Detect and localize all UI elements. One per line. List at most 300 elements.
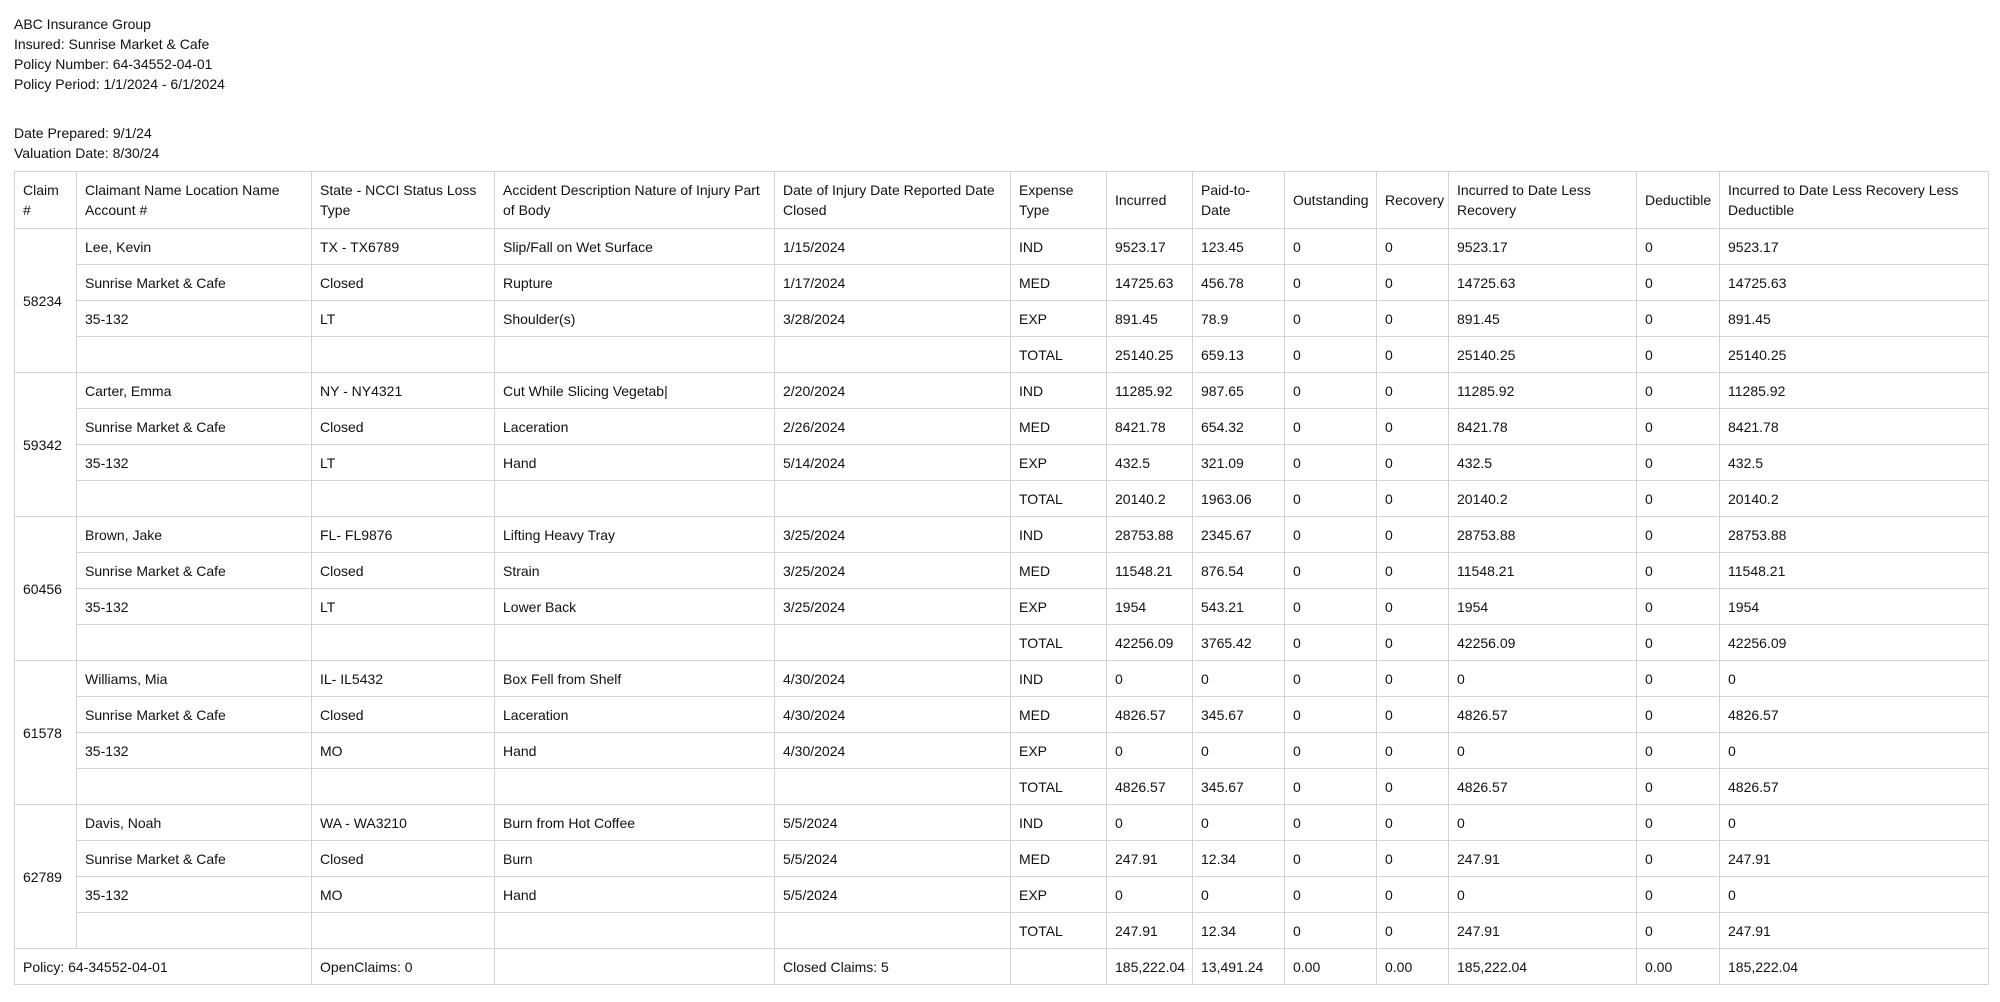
paid-to-date-cell: 12.34 — [1193, 841, 1285, 877]
report-header — [14, 14, 225, 163]
incurred-cell: 14725.63 — [1107, 265, 1193, 301]
date-cell: 3/25/2024 — [775, 589, 1011, 625]
accident-description-cell — [495, 481, 775, 517]
claimant-cell — [77, 337, 312, 373]
table-row — [15, 769, 1989, 805]
date-cell — [775, 769, 1011, 805]
column-header: Claim # — [15, 172, 77, 229]
table-row — [15, 697, 1989, 733]
incurred-less-recovery-less-deductible-cell: 891.45 — [1720, 301, 1989, 337]
company-name: ABC Insurance Group — [14, 16, 151, 32]
accident-description-cell — [495, 769, 775, 805]
state-status-cell: MO — [312, 877, 495, 913]
state-status-cell — [312, 337, 495, 373]
expense-type-cell: MED — [1011, 697, 1107, 733]
incurred-cell: 247.91 — [1107, 841, 1193, 877]
summary-blank — [1011, 949, 1107, 985]
summary-incurred-less-recovery-less-deductible: 185,222.04 — [1720, 949, 1989, 985]
date-cell — [775, 625, 1011, 661]
paid-to-date-cell: 3765.42 — [1193, 625, 1285, 661]
expense-type-cell: MED — [1011, 265, 1107, 301]
accident-description-cell: Strain — [495, 553, 775, 589]
outstanding-cell: 0 — [1285, 661, 1377, 697]
incurred-less-recovery-less-deductible-cell: 4826.57 — [1720, 769, 1989, 805]
table-row — [15, 805, 1989, 841]
date-cell: 1/17/2024 — [775, 265, 1011, 301]
claimant-cell — [77, 625, 312, 661]
recovery-cell: 0 — [1377, 805, 1449, 841]
recovery-cell: 0 — [1377, 841, 1449, 877]
paid-to-date-cell: 345.67 — [1193, 769, 1285, 805]
incurred-less-recovery-less-deductible-cell: 25140.25 — [1720, 337, 1989, 373]
state-status-cell: Closed — [312, 841, 495, 877]
date-cell: 3/25/2024 — [775, 517, 1011, 553]
deductible-cell: 0 — [1637, 409, 1720, 445]
claim-number-cell: 62789 — [15, 805, 77, 949]
state-status-cell: Closed — [312, 265, 495, 301]
outstanding-cell: 0 — [1285, 265, 1377, 301]
expense-type-cell: IND — [1011, 373, 1107, 409]
state-status-cell: Closed — [312, 553, 495, 589]
deductible-cell: 0 — [1637, 445, 1720, 481]
deductible-cell: 0 — [1637, 769, 1720, 805]
expense-type-cell: EXP — [1011, 877, 1107, 913]
deductible-cell: 0 — [1637, 877, 1720, 913]
column-header: Accident Description Nature of Injury Part of Body — [495, 172, 775, 229]
claimant-cell: Sunrise Market & Cafe — [77, 697, 312, 733]
state-status-cell — [312, 481, 495, 517]
valuation-date-line: Valuation Date: 8/30/24 — [14, 145, 160, 161]
accident-description-cell: Cut While Slicing Vegetab| — [495, 373, 775, 409]
accident-description-cell — [495, 913, 775, 949]
paid-to-date-cell: 0 — [1193, 661, 1285, 697]
incurred-less-recovery-less-deductible-cell: 432.5 — [1720, 445, 1989, 481]
claims-body — [15, 229, 1989, 949]
incurred-less-recovery-less-deductible-cell: 42256.09 — [1720, 625, 1989, 661]
state-status-cell: Closed — [312, 409, 495, 445]
recovery-cell: 0 — [1377, 481, 1449, 517]
claimant-cell: 35-132 — [77, 877, 312, 913]
accident-description-cell — [495, 337, 775, 373]
accident-description-cell: Hand — [495, 877, 775, 913]
claimant-cell: Carter, Emma — [77, 373, 312, 409]
incurred-less-recovery-less-deductible-cell: 0 — [1720, 805, 1989, 841]
date-cell: 4/30/2024 — [775, 733, 1011, 769]
paid-to-date-cell: 543.21 — [1193, 589, 1285, 625]
paid-to-date-cell: 78.9 — [1193, 301, 1285, 337]
incurred-less-recovery-less-deductible-cell: 247.91 — [1720, 913, 1989, 949]
state-status-cell: WA - WA3210 — [312, 805, 495, 841]
date-cell: 2/20/2024 — [775, 373, 1011, 409]
outstanding-cell: 0 — [1285, 589, 1377, 625]
table-row — [15, 877, 1989, 913]
incurred-cell: 0 — [1107, 877, 1193, 913]
recovery-cell: 0 — [1377, 553, 1449, 589]
paid-to-date-cell: 876.54 — [1193, 553, 1285, 589]
expense-type-cell: EXP — [1011, 445, 1107, 481]
claimant-cell — [77, 481, 312, 517]
summary-incurred-less-recovery: 185,222.04 — [1449, 949, 1637, 985]
outstanding-cell: 0 — [1285, 517, 1377, 553]
loss-run-table — [14, 171, 1989, 985]
state-status-cell: IL- IL5432 — [312, 661, 495, 697]
state-status-cell: NY - NY4321 — [312, 373, 495, 409]
expense-type-cell: MED — [1011, 409, 1107, 445]
date-cell: 5/5/2024 — [775, 841, 1011, 877]
claim-number-cell: 58234 — [15, 229, 77, 373]
incurred-less-recovery-less-deductible-cell: 4826.57 — [1720, 697, 1989, 733]
date-cell: 3/28/2024 — [775, 301, 1011, 337]
deductible-cell: 0 — [1637, 625, 1720, 661]
paid-to-date-cell: 0 — [1193, 877, 1285, 913]
expense-type-cell: IND — [1011, 661, 1107, 697]
summary-policy: Policy: 64-34552-04-01 — [15, 949, 312, 985]
accident-description-cell: Slip/Fall on Wet Surface — [495, 229, 775, 265]
paid-to-date-cell: 0 — [1193, 733, 1285, 769]
expense-type-cell: EXP — [1011, 589, 1107, 625]
claim-number-cell: 59342 — [15, 373, 77, 517]
incurred-less-recovery-cell: 0 — [1449, 661, 1637, 697]
summary-open-claims: OpenClaims: 0 — [312, 949, 495, 985]
deductible-cell: 0 — [1637, 589, 1720, 625]
claimant-cell: Lee, Kevin — [77, 229, 312, 265]
incurred-cell: 28753.88 — [1107, 517, 1193, 553]
date-cell: 5/5/2024 — [775, 877, 1011, 913]
claim-number-cell: 61578 — [15, 661, 77, 805]
state-status-cell: Closed — [312, 697, 495, 733]
state-status-cell: LT — [312, 589, 495, 625]
outstanding-cell: 0 — [1285, 733, 1377, 769]
accident-description-cell: Rupture — [495, 265, 775, 301]
deductible-cell: 0 — [1637, 697, 1720, 733]
incurred-less-recovery-cell: 891.45 — [1449, 301, 1637, 337]
deductible-cell: 0 — [1637, 481, 1720, 517]
incurred-less-recovery-cell: 0 — [1449, 805, 1637, 841]
date-cell: 5/14/2024 — [775, 445, 1011, 481]
incurred-cell: 20140.2 — [1107, 481, 1193, 517]
incurred-cell: 4826.57 — [1107, 769, 1193, 805]
incurred-less-recovery-less-deductible-cell: 8421.78 — [1720, 409, 1989, 445]
recovery-cell: 0 — [1377, 445, 1449, 481]
column-header: Expense Type — [1011, 172, 1107, 229]
state-status-cell: LT — [312, 301, 495, 337]
expense-type-cell: MED — [1011, 841, 1107, 877]
claimant-cell: Sunrise Market & Cafe — [77, 553, 312, 589]
recovery-cell: 0 — [1377, 409, 1449, 445]
recovery-cell: 0 — [1377, 661, 1449, 697]
table-row — [15, 481, 1989, 517]
incurred-cell: 11548.21 — [1107, 553, 1193, 589]
incurred-less-recovery-less-deductible-cell: 9523.17 — [1720, 229, 1989, 265]
header-row — [15, 172, 1989, 229]
deductible-cell: 0 — [1637, 661, 1720, 697]
date-cell: 4/30/2024 — [775, 661, 1011, 697]
outstanding-cell: 0 — [1285, 337, 1377, 373]
outstanding-cell: 0 — [1285, 913, 1377, 949]
accident-description-cell: Box Fell from Shelf — [495, 661, 775, 697]
incurred-less-recovery-less-deductible-cell: 1954 — [1720, 589, 1989, 625]
incurred-less-recovery-less-deductible-cell: 0 — [1720, 661, 1989, 697]
accident-description-cell: Hand — [495, 733, 775, 769]
accident-description-cell: Hand — [495, 445, 775, 481]
deductible-cell: 0 — [1637, 265, 1720, 301]
expense-type-cell: TOTAL — [1011, 913, 1107, 949]
claimant-cell: Williams, Mia — [77, 661, 312, 697]
table-row — [15, 409, 1989, 445]
outstanding-cell: 0 — [1285, 409, 1377, 445]
column-header: Incurred to Date Less Recovery Less Deductible — [1720, 172, 1989, 229]
outstanding-cell: 0 — [1285, 445, 1377, 481]
paid-to-date-cell: 456.78 — [1193, 265, 1285, 301]
outstanding-cell: 0 — [1285, 769, 1377, 805]
state-status-cell — [312, 769, 495, 805]
table-row — [15, 517, 1989, 553]
table-row — [15, 445, 1989, 481]
incurred-less-recovery-less-deductible-cell: 247.91 — [1720, 841, 1989, 877]
incurred-less-recovery-cell: 28753.88 — [1449, 517, 1637, 553]
recovery-cell: 0 — [1377, 733, 1449, 769]
incurred-less-recovery-cell: 4826.57 — [1449, 769, 1637, 805]
date-prepared-line: Date Prepared: 9/1/24 — [14, 125, 152, 141]
column-header: Incurred to Date Less Recovery — [1449, 172, 1637, 229]
deductible-cell: 0 — [1637, 373, 1720, 409]
state-status-cell: TX - TX6789 — [312, 229, 495, 265]
deductible-cell: 0 — [1637, 841, 1720, 877]
incurred-cell: 42256.09 — [1107, 625, 1193, 661]
summary-row — [15, 949, 1989, 985]
expense-type-cell: MED — [1011, 553, 1107, 589]
summary-recovery: 0.00 — [1377, 949, 1449, 985]
table-row — [15, 913, 1989, 949]
claimant-cell: 35-132 — [77, 589, 312, 625]
accident-description-cell: Lower Back — [495, 589, 775, 625]
column-header: Paid-to-Date — [1193, 172, 1285, 229]
outstanding-cell: 0 — [1285, 553, 1377, 589]
claimant-cell — [77, 913, 312, 949]
paid-to-date-cell: 2345.67 — [1193, 517, 1285, 553]
recovery-cell: 0 — [1377, 229, 1449, 265]
paid-to-date-cell: 345.67 — [1193, 697, 1285, 733]
claimant-cell — [77, 769, 312, 805]
paid-to-date-cell: 987.65 — [1193, 373, 1285, 409]
deductible-cell: 0 — [1637, 517, 1720, 553]
date-cell — [775, 337, 1011, 373]
deductible-cell: 0 — [1637, 913, 1720, 949]
table-row — [15, 589, 1989, 625]
expense-type-cell: TOTAL — [1011, 769, 1107, 805]
summary-outstanding: 0.00 — [1285, 949, 1377, 985]
incurred-cell: 4826.57 — [1107, 697, 1193, 733]
recovery-cell: 0 — [1377, 589, 1449, 625]
expense-type-cell: EXP — [1011, 733, 1107, 769]
header-spacer — [14, 94, 225, 123]
accident-description-cell — [495, 625, 775, 661]
summary-deductible: 0.00 — [1637, 949, 1720, 985]
incurred-less-recovery-cell: 0 — [1449, 733, 1637, 769]
outstanding-cell: 0 — [1285, 625, 1377, 661]
table-row — [15, 337, 1989, 373]
incurred-less-recovery-less-deductible-cell: 11285.92 — [1720, 373, 1989, 409]
paid-to-date-cell: 321.09 — [1193, 445, 1285, 481]
summary-incurred: 185,222.04 — [1107, 949, 1193, 985]
incurred-cell: 0 — [1107, 805, 1193, 841]
column-header: Date of Injury Date Reported Date Closed — [775, 172, 1011, 229]
table-row — [15, 733, 1989, 769]
incurred-less-recovery-cell: 42256.09 — [1449, 625, 1637, 661]
summary-closed-claims: Closed Claims: 5 — [775, 949, 1011, 985]
recovery-cell: 0 — [1377, 265, 1449, 301]
incurred-less-recovery-cell: 0 — [1449, 877, 1637, 913]
date-cell: 3/25/2024 — [775, 553, 1011, 589]
expense-type-cell: TOTAL — [1011, 625, 1107, 661]
column-header: Recovery — [1377, 172, 1449, 229]
date-cell — [775, 481, 1011, 517]
column-header: Outstanding — [1285, 172, 1377, 229]
incurred-less-recovery-cell: 11285.92 — [1449, 373, 1637, 409]
incurred-cell: 0 — [1107, 733, 1193, 769]
outstanding-cell: 0 — [1285, 805, 1377, 841]
deductible-cell: 0 — [1637, 301, 1720, 337]
date-cell: 4/30/2024 — [775, 697, 1011, 733]
deductible-cell: 0 — [1637, 337, 1720, 373]
insured-line: Insured: Sunrise Market & Cafe — [14, 36, 210, 52]
date-cell: 2/26/2024 — [775, 409, 1011, 445]
recovery-cell: 0 — [1377, 301, 1449, 337]
deductible-cell: 0 — [1637, 229, 1720, 265]
accident-description-cell: Lifting Heavy Tray — [495, 517, 775, 553]
incurred-cell: 8421.78 — [1107, 409, 1193, 445]
outstanding-cell: 0 — [1285, 841, 1377, 877]
date-cell: 1/15/2024 — [775, 229, 1011, 265]
incurred-less-recovery-less-deductible-cell: 14725.63 — [1720, 265, 1989, 301]
incurred-cell: 25140.25 — [1107, 337, 1193, 373]
claimant-cell: Sunrise Market & Cafe — [77, 841, 312, 877]
recovery-cell: 0 — [1377, 625, 1449, 661]
paid-to-date-cell: 659.13 — [1193, 337, 1285, 373]
paid-to-date-cell: 123.45 — [1193, 229, 1285, 265]
summary-blank — [495, 949, 775, 985]
incurred-less-recovery-cell: 25140.25 — [1449, 337, 1637, 373]
outstanding-cell: 0 — [1285, 301, 1377, 337]
accident-description-cell: Burn — [495, 841, 775, 877]
incurred-cell: 9523.17 — [1107, 229, 1193, 265]
paid-to-date-cell: 1963.06 — [1193, 481, 1285, 517]
table-row — [15, 229, 1989, 265]
state-status-cell — [312, 625, 495, 661]
incurred-less-recovery-cell: 20140.2 — [1449, 481, 1637, 517]
claimant-cell: 35-132 — [77, 301, 312, 337]
incurred-less-recovery-cell: 4826.57 — [1449, 697, 1637, 733]
expense-type-cell: TOTAL — [1011, 481, 1107, 517]
claimant-cell: Sunrise Market & Cafe — [77, 409, 312, 445]
paid-to-date-cell: 12.34 — [1193, 913, 1285, 949]
column-header: State - NCCI Status Loss Type — [312, 172, 495, 229]
table-row — [15, 265, 1989, 301]
incurred-less-recovery-cell: 8421.78 — [1449, 409, 1637, 445]
outstanding-cell: 0 — [1285, 877, 1377, 913]
table-row — [15, 841, 1989, 877]
table-row — [15, 553, 1989, 589]
table-row — [15, 625, 1989, 661]
incurred-less-recovery-cell: 432.5 — [1449, 445, 1637, 481]
recovery-cell: 0 — [1377, 877, 1449, 913]
expense-type-cell: IND — [1011, 805, 1107, 841]
claimant-cell: Sunrise Market & Cafe — [77, 265, 312, 301]
state-status-cell: FL- FL9876 — [312, 517, 495, 553]
outstanding-cell: 0 — [1285, 229, 1377, 265]
column-header: Claimant Name Location Name Account # — [77, 172, 312, 229]
claimant-cell: 35-132 — [77, 445, 312, 481]
policy-number-line: Policy Number: 64-34552-04-01 — [14, 56, 213, 72]
incurred-cell: 11285.92 — [1107, 373, 1193, 409]
recovery-cell: 0 — [1377, 517, 1449, 553]
incurred-less-recovery-cell: 247.91 — [1449, 841, 1637, 877]
incurred-cell: 247.91 — [1107, 913, 1193, 949]
claim-number-cell: 60456 — [15, 517, 77, 661]
recovery-cell: 0 — [1377, 913, 1449, 949]
incurred-cell: 1954 — [1107, 589, 1193, 625]
deductible-cell: 0 — [1637, 805, 1720, 841]
recovery-cell: 0 — [1377, 337, 1449, 373]
incurred-less-recovery-cell: 14725.63 — [1449, 265, 1637, 301]
table-row — [15, 373, 1989, 409]
incurred-less-recovery-cell: 1954 — [1449, 589, 1637, 625]
state-status-cell: LT — [312, 445, 495, 481]
outstanding-cell: 0 — [1285, 481, 1377, 517]
incurred-cell: 432.5 — [1107, 445, 1193, 481]
state-status-cell — [312, 913, 495, 949]
incurred-less-recovery-less-deductible-cell: 20140.2 — [1720, 481, 1989, 517]
paid-to-date-cell: 654.32 — [1193, 409, 1285, 445]
deductible-cell: 0 — [1637, 733, 1720, 769]
deductible-cell: 0 — [1637, 553, 1720, 589]
column-header: Deductible — [1637, 172, 1720, 229]
recovery-cell: 0 — [1377, 769, 1449, 805]
incurred-less-recovery-cell: 11548.21 — [1449, 553, 1637, 589]
policy-period-line: Policy Period: 1/1/2024 - 6/1/2024 — [14, 76, 225, 92]
claimant-cell: 35-132 — [77, 733, 312, 769]
incurred-cell: 891.45 — [1107, 301, 1193, 337]
outstanding-cell: 0 — [1285, 373, 1377, 409]
outstanding-cell: 0 — [1285, 697, 1377, 733]
incurred-less-recovery-cell: 247.91 — [1449, 913, 1637, 949]
state-status-cell: MO — [312, 733, 495, 769]
incurred-less-recovery-less-deductible-cell: 0 — [1720, 877, 1989, 913]
incurred-less-recovery-less-deductible-cell: 11548.21 — [1720, 553, 1989, 589]
recovery-cell: 0 — [1377, 697, 1449, 733]
recovery-cell: 0 — [1377, 373, 1449, 409]
paid-to-date-cell: 0 — [1193, 805, 1285, 841]
date-cell — [775, 913, 1011, 949]
accident-description-cell: Laceration — [495, 697, 775, 733]
date-cell: 5/5/2024 — [775, 805, 1011, 841]
expense-type-cell: EXP — [1011, 301, 1107, 337]
table-row — [15, 661, 1989, 697]
expense-type-cell: IND — [1011, 229, 1107, 265]
summary-paid-to-date: 13,491.24 — [1193, 949, 1285, 985]
incurred-cell: 0 — [1107, 661, 1193, 697]
accident-description-cell: Laceration — [495, 409, 775, 445]
column-header: Incurred — [1107, 172, 1193, 229]
table-row — [15, 301, 1989, 337]
claimant-cell: Brown, Jake — [77, 517, 312, 553]
accident-description-cell: Burn from Hot Coffee — [495, 805, 775, 841]
expense-type-cell: IND — [1011, 517, 1107, 553]
incurred-less-recovery-less-deductible-cell: 0 — [1720, 733, 1989, 769]
claimant-cell: Davis, Noah — [77, 805, 312, 841]
expense-type-cell: TOTAL — [1011, 337, 1107, 373]
accident-description-cell: Shoulder(s) — [495, 301, 775, 337]
